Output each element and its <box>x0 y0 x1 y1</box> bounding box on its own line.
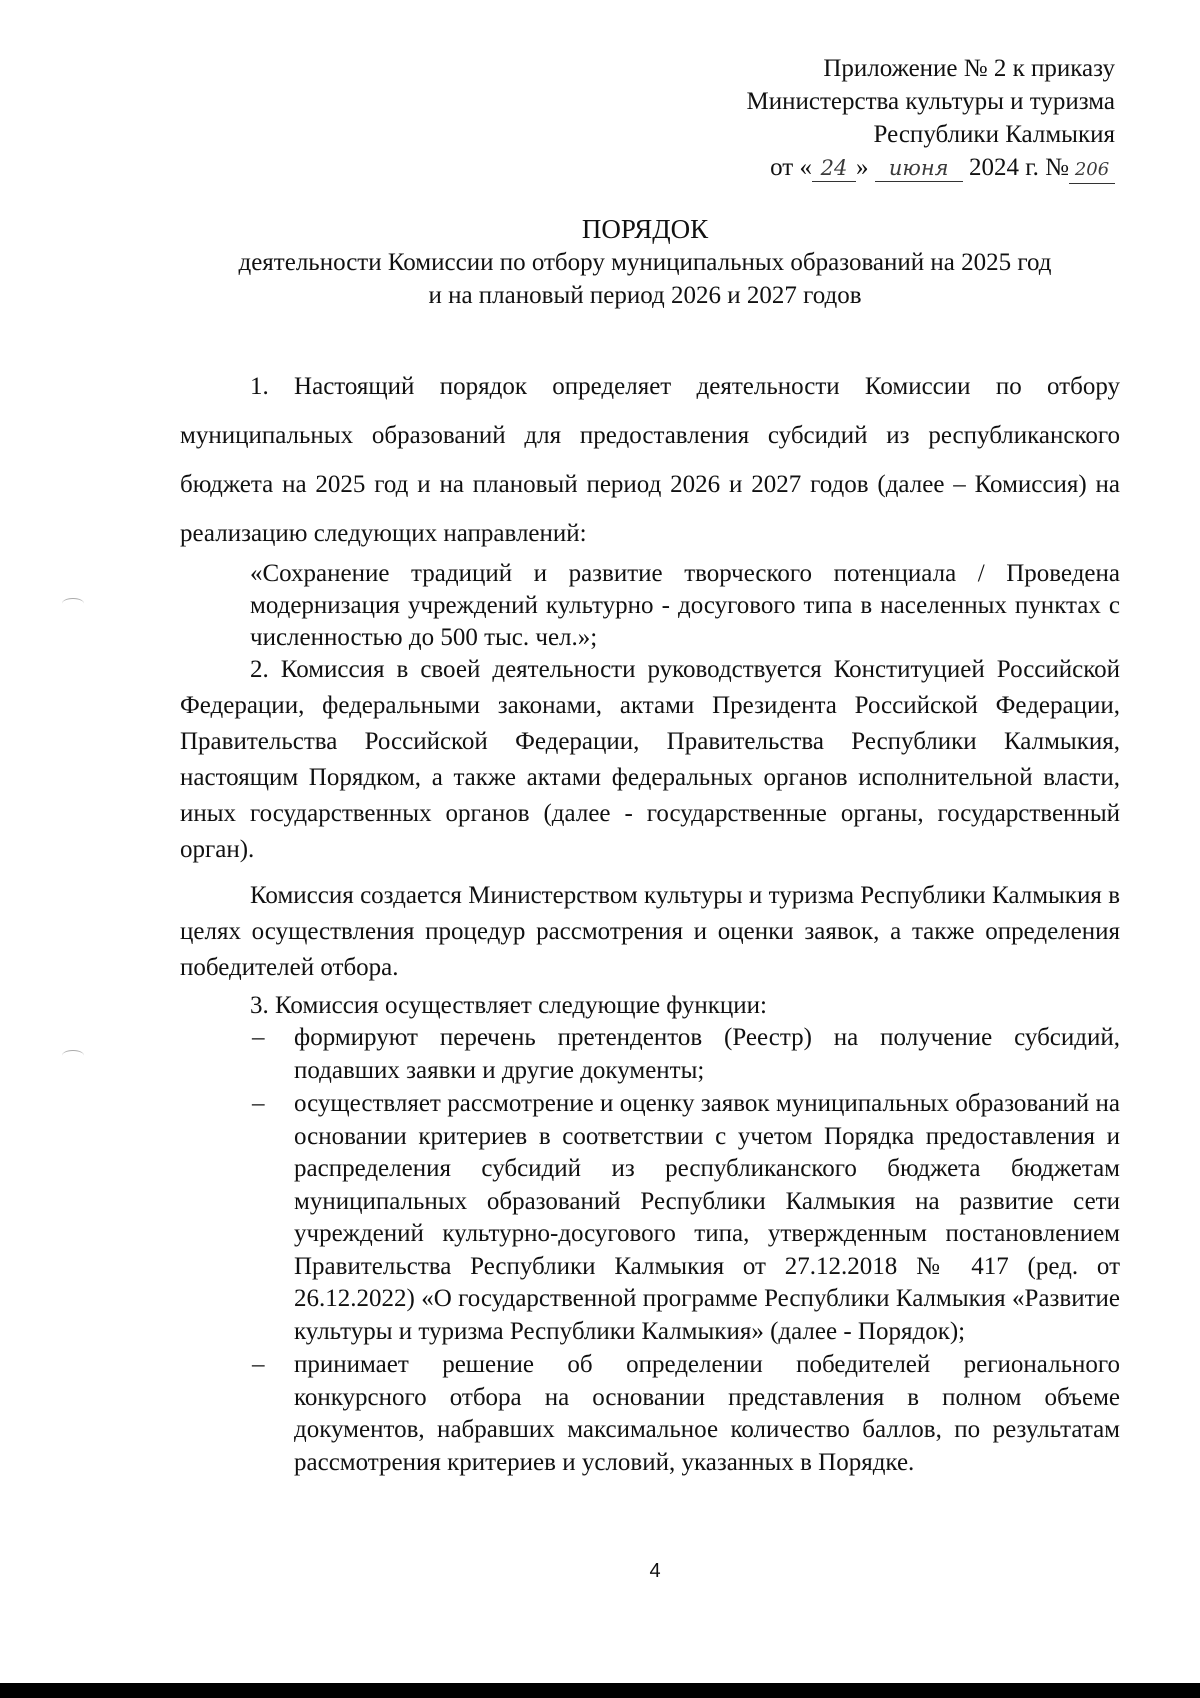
subtitle-line-2: и на плановый период 2026 и 2027 годов <box>428 282 862 309</box>
list-item <box>180 1022 1120 1087</box>
document-title: ПОРЯДОК <box>581 214 709 244</box>
handwritten-month: июня <box>875 155 963 182</box>
item-3-heading: 3. Комиссия осуществляет следующие функции: <box>250 992 767 1019</box>
scan-bottom-edge <box>0 1683 1200 1698</box>
appendix-line-1: Приложение № 2 к приказу <box>823 55 1115 82</box>
list-item-text: принимает решение об определении победителей регионального конкурсного отбора на основании представления в полном объеме документов, набравших максимальное количество баллов, по результатам рассмотрения критериев и условий, указанных в Порядке. <box>294 1351 1120 1476</box>
list-item-text: формируют перечень претендентов (Реестр) на получение субсидий, подавших заявки и другие документы; <box>294 1024 1120 1084</box>
list-item <box>180 1088 1120 1348</box>
date-mid: » <box>855 154 869 181</box>
date-prefix: от « <box>770 154 812 181</box>
appendix-date-line <box>555 151 1115 184</box>
list-item-text: осуществляет рассмотрение и оценку заявок муниципальных образований на основании критериев в соответствии с учетом Порядка предоставления и распределения субсидий из республиканского бюджета бюджетам муниципальных образований Республики Калмыкия на развитие сети учреждений культурно-досугового типа, утвержденным постановлением Правительства Республики Калмыкия от 27.12.2018 № 417 (ред. от 26.12.2022) «О государственной программе Республики Калмыкия «Развитие культуры и туризма Республики Калмыкия» (далее - Порядок); <box>294 1090 1120 1345</box>
appendix-header <box>555 52 1115 184</box>
subtitle-line-1: деятельности Комиссии по отбору муниципальных образований на 2025 год <box>238 249 1052 276</box>
dash-marker: – <box>252 1090 265 1117</box>
scan-margin-mark <box>62 1050 84 1061</box>
appendix-line-2: Министерства культуры и туризма <box>746 88 1115 115</box>
quoted-direction: «Сохранение традиций и развитие творческого потенциала / Проведена модернизация учреждений культурно - досугового типа в населенных пунктах с численностью до 500 тыс. чел.»; <box>250 560 1120 651</box>
page-number: 4 <box>649 1560 661 1582</box>
paragraph-1: 1. Настоящий порядок определяет деятельности Комиссии по отбору муниципальных образований для предоставления субсидий из республиканского бюджета на 2025 год и на плановый период 2026 и 2027 годов (далее – Комиссия) на реализацию следующих направлений: <box>180 373 1120 547</box>
date-year: 2024 г. № <box>968 154 1069 181</box>
paragraph-2: 2. Комиссия в своей деятельности руководствуется Конституцией Российской Федерации, федеральными законами, актами Президента Российской Федерации, Правительства Российской Федерации, Правительства Республики Калмыкия, настоящим Порядком, а также актами федеральных органов исполнительной власти, иных государственных органов (далее - государственные органы, государственный орган). <box>180 656 1120 863</box>
functions-list <box>180 1022 1120 1480</box>
appendix-line-3: Республики Калмыкия <box>873 121 1115 148</box>
document-subtitle <box>150 246 1140 312</box>
dash-marker: – <box>252 1024 265 1051</box>
list-item <box>180 1349 1120 1479</box>
dash-marker: – <box>252 1351 265 1378</box>
scan-margin-mark <box>62 598 84 609</box>
paragraph-3: Комиссия создается Министерством культуры и туризма Республики Калмыкия в целях осуществления процедур рассмотрения и оценки заявок, а также определения победителей отбора. <box>180 882 1120 981</box>
handwritten-order-number: 206 <box>1069 157 1115 184</box>
handwritten-day: 24 <box>812 155 856 182</box>
